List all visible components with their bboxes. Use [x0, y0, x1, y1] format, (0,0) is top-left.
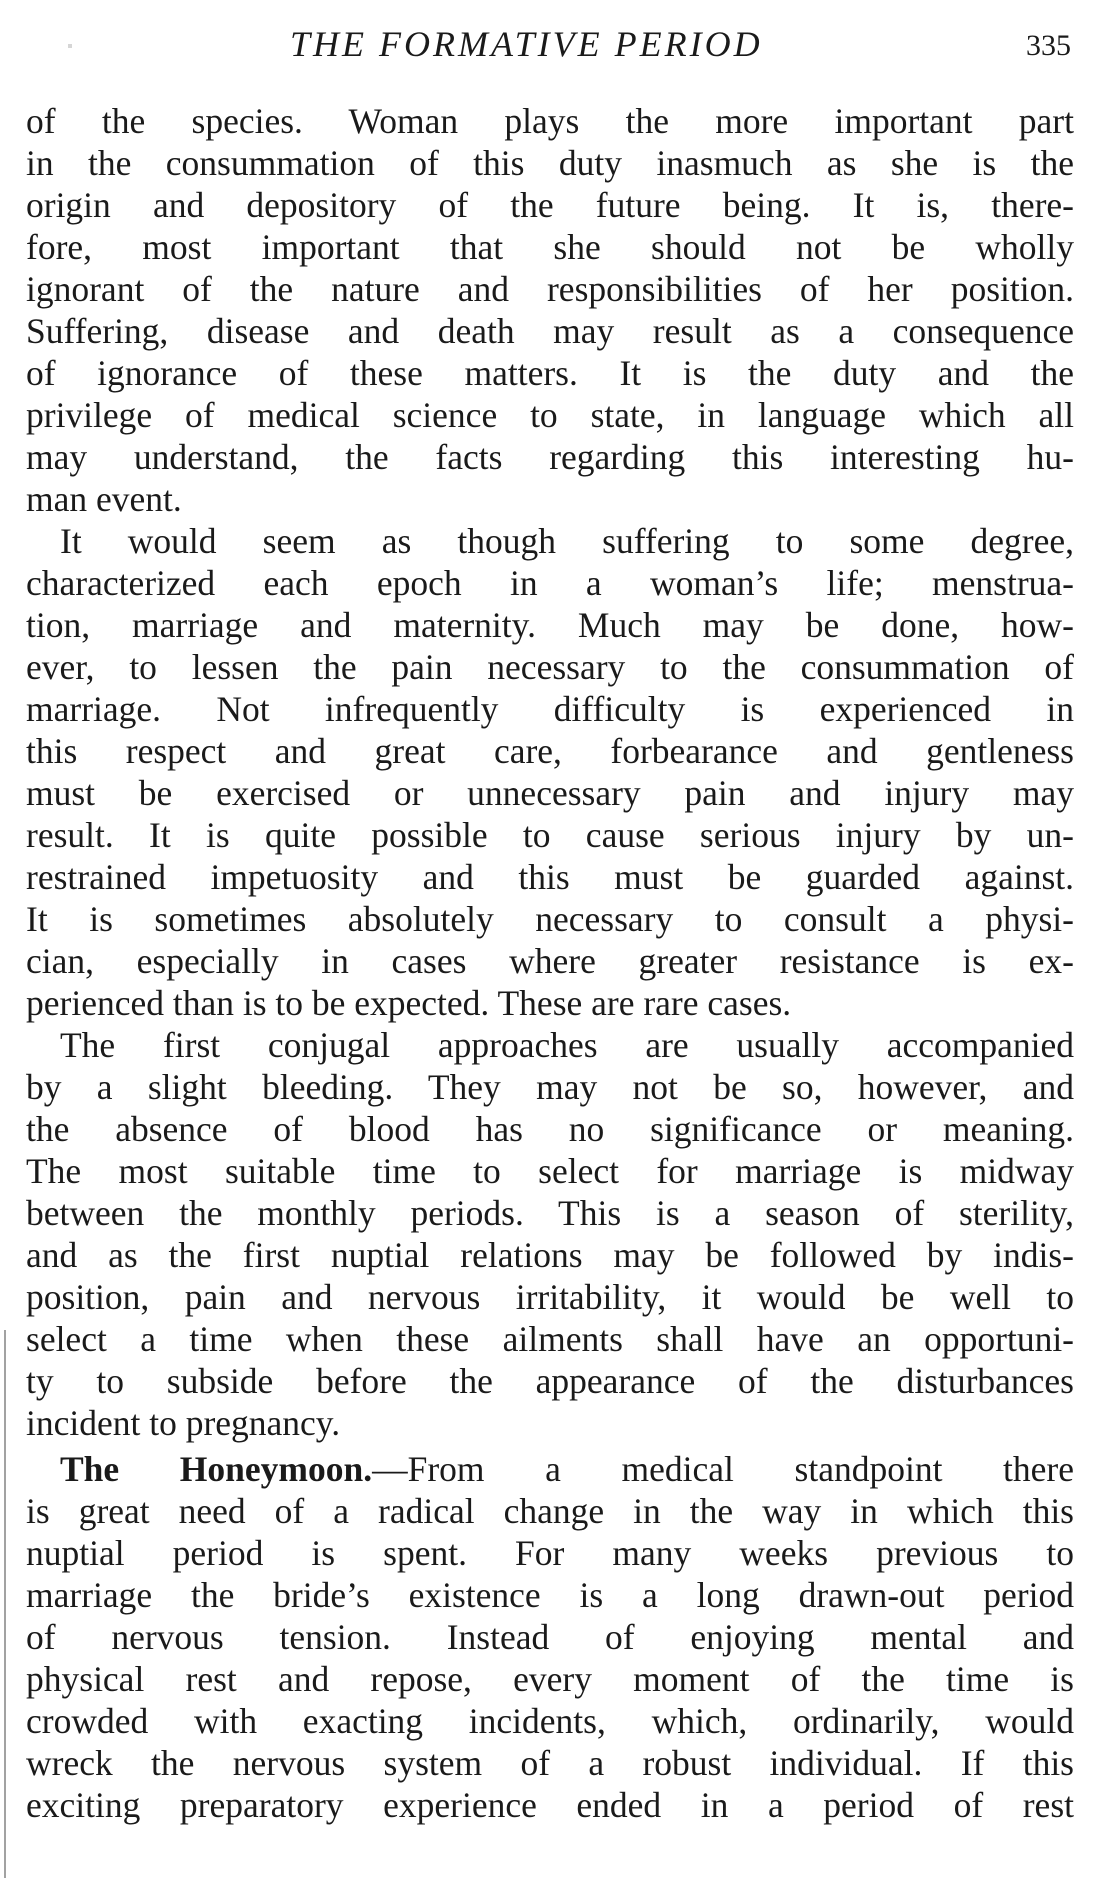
body-text: [26, 100, 1074, 1826]
text-line: position, pain and nervous irritability, it would be well to: [26, 1277, 1074, 1317]
text-line: wreck the nervous system of a robust individual. If this: [26, 1743, 1074, 1783]
text-line: nuptial period is spent. For many weeks previous to: [26, 1533, 1074, 1573]
text-line: crowded with exacting incidents, which, ordinarily, would: [26, 1701, 1074, 1741]
paragraph-1: [26, 100, 1074, 520]
text-line: privilege of medical science to state, in language which all: [26, 395, 1074, 435]
text-line: by a slight bleeding. They may not be so, however, and: [26, 1067, 1074, 1107]
text-line: marriage. Not infrequently difficulty is experienced in: [26, 689, 1074, 729]
paragraph-3: [26, 1024, 1074, 1444]
text-line: of the species. Woman plays the more important part: [26, 101, 1074, 141]
text-line: result. It is quite possible to cause serious injury by un-: [26, 815, 1074, 855]
running-title: THE FORMATIVE PERIOD: [290, 24, 763, 64]
text-line: of ignorance of these matters. It is the duty and the: [26, 353, 1074, 393]
text-line: [26, 1448, 1074, 1490]
paragraph-4: [26, 1448, 1074, 1826]
heading-line-rest: —From a medical standpoint there: [372, 1449, 1074, 1489]
text-line: select a time when these ailments shall have an opportuni-: [26, 1319, 1074, 1359]
text-line: It would seem as though suffering to some degree,: [60, 521, 1074, 561]
text-line: The first conjugal approaches are usually accompanied: [60, 1025, 1074, 1065]
text-line: must be exercised or unnecessary pain and injury may: [26, 773, 1074, 813]
text-line: of nervous tension. Instead of enjoying mental and: [26, 1617, 1074, 1657]
text-line: cian, especially in cases where greater resistance is ex-: [26, 941, 1074, 981]
text-line: It is sometimes absolutely necessary to consult a physi-: [26, 899, 1074, 939]
text-line: exciting preparatory experience ended in a period of rest: [26, 1785, 1074, 1825]
text-line: perienced than is to be expected. These are rare cases.: [26, 983, 792, 1023]
text-line: physical rest and repose, every moment of the time is: [26, 1659, 1074, 1699]
binding-edge-shadow: [4, 1330, 6, 1878]
text-line: is great need of a radical change in the way in which this: [26, 1491, 1074, 1531]
paragraph-2: [26, 520, 1074, 1024]
text-line: ignorant of the nature and responsibilities of her position.: [26, 269, 1074, 309]
text-line: origin and depository of the future being. It is, there-: [26, 185, 1074, 225]
text-line: The most suitable time to select for marriage is midway: [26, 1151, 1074, 1191]
text-line: and as the first nuptial relations may be followed by indis-: [26, 1235, 1074, 1275]
text-line: in the consummation of this duty inasmuch as she is the: [26, 143, 1074, 183]
section-heading: The Honeymoon.: [60, 1449, 373, 1489]
text-line: characterized each epoch in a woman’s life; menstrua-: [26, 563, 1074, 603]
text-line: between the monthly periods. This is a season of sterility,: [26, 1193, 1074, 1233]
text-line: the absence of blood has no significance or meaning.: [26, 1109, 1074, 1149]
text-line: Suffering, disease and death may result as a consequence: [26, 311, 1074, 351]
text-line: ty to subside before the appearance of the disturbances: [26, 1361, 1074, 1401]
text-line: fore, most important that she should not be wholly: [26, 227, 1074, 267]
running-head: [0, 22, 1117, 72]
text-line: this respect and great care, forbearance and gentleness: [26, 731, 1074, 771]
page-number: 335: [1026, 29, 1071, 62]
text-line: man event.: [26, 479, 182, 519]
text-line: restrained impetuosity and this must be guarded against.: [26, 857, 1074, 897]
text-line: marriage the bride’s existence is a long drawn-out period: [26, 1575, 1074, 1615]
text-line: ever, to lessen the pain necessary to the consummation of: [26, 647, 1074, 687]
text-line: tion, marriage and maternity. Much may be done, how-: [26, 605, 1074, 645]
text-line: incident to pregnancy.: [26, 1403, 341, 1443]
text-line: may understand, the facts regarding this interesting hu-: [26, 437, 1074, 477]
